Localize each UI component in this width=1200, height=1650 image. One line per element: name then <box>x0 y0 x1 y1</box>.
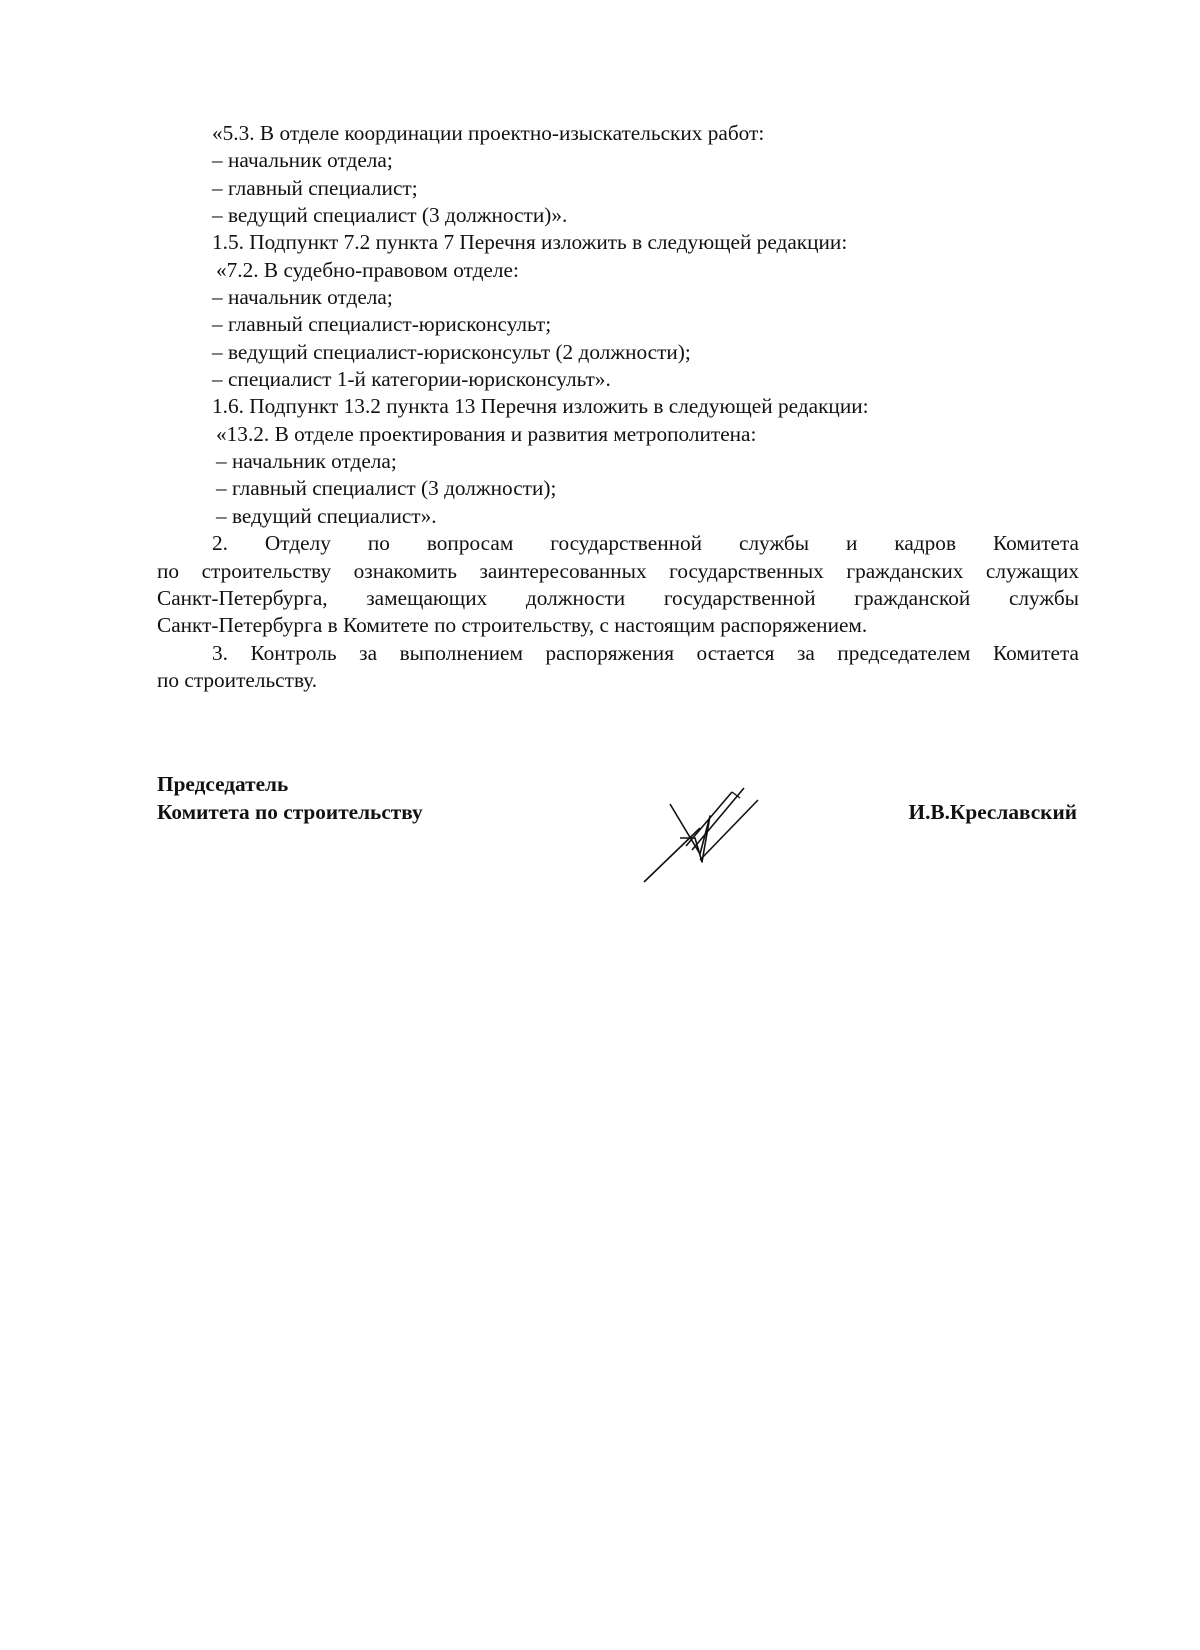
text-line: 1.6. Подпункт 13.2 пункта 13 Перечня изложить в следующей редакции: <box>212 394 869 419</box>
paragraph-3 <box>157 640 1079 695</box>
signatory-title <box>157 770 423 826</box>
text-line: «7.2. В судебно-правовом отделе: <box>216 257 519 282</box>
text-line: – специалист 1-й категории-юрисконсульт». <box>212 367 611 392</box>
paragraph-2 <box>157 530 1079 639</box>
paragraph-line: 2. Отделу по вопросам государственной службы и кадров Комитета <box>212 531 1079 556</box>
text-line: 1.5. Подпункт 7.2 пункта 7 Перечня изложить в следующей редакции: <box>212 230 848 255</box>
paragraph-line: по строительству ознакомить заинтересованных государственных гражданских служащих <box>157 558 1079 583</box>
text-line: – начальник отдела; <box>212 148 393 173</box>
paragraph-line: Санкт-Петербурга в Комитете по строительству, с настоящим распоряжением. <box>157 613 868 638</box>
document-body <box>157 120 1079 694</box>
text-line: – главный специалист (3 должности); <box>216 476 557 501</box>
text-line: «13.2. В отделе проектирования и развития метрополитена: <box>216 421 757 446</box>
paragraph-line: Санкт-Петербурга, замещающих должности государственной гражданской службы <box>157 585 1079 610</box>
text-line: – ведущий специалист-юрисконсульт (2 должности); <box>212 339 691 364</box>
paragraph-line: по строительству. <box>157 667 318 692</box>
signatory-title-line: Комитета по строительству <box>157 800 423 824</box>
signatory-name: И.В.Креславский <box>908 800 1077 824</box>
text-line: – ведущий специалист». <box>216 503 437 528</box>
text-line: – главный специалист-юрисконсульт; <box>212 312 552 337</box>
signatory-title-line: Председатель <box>157 772 289 796</box>
paragraph-line: 3. Контроль за выполнением распоряжения остается за председателем Комитета <box>212 640 1079 665</box>
text-line: – начальник отдела; <box>216 449 397 474</box>
handwritten-signature <box>640 786 770 886</box>
text-line: «5.3. В отделе координации проектно-изыскательских работ: <box>212 121 765 145</box>
text-line: – начальник отдела; <box>212 285 393 310</box>
text-line: – ведущий специалист (3 должности)». <box>212 203 568 228</box>
text-line: – главный специалист; <box>212 175 418 200</box>
